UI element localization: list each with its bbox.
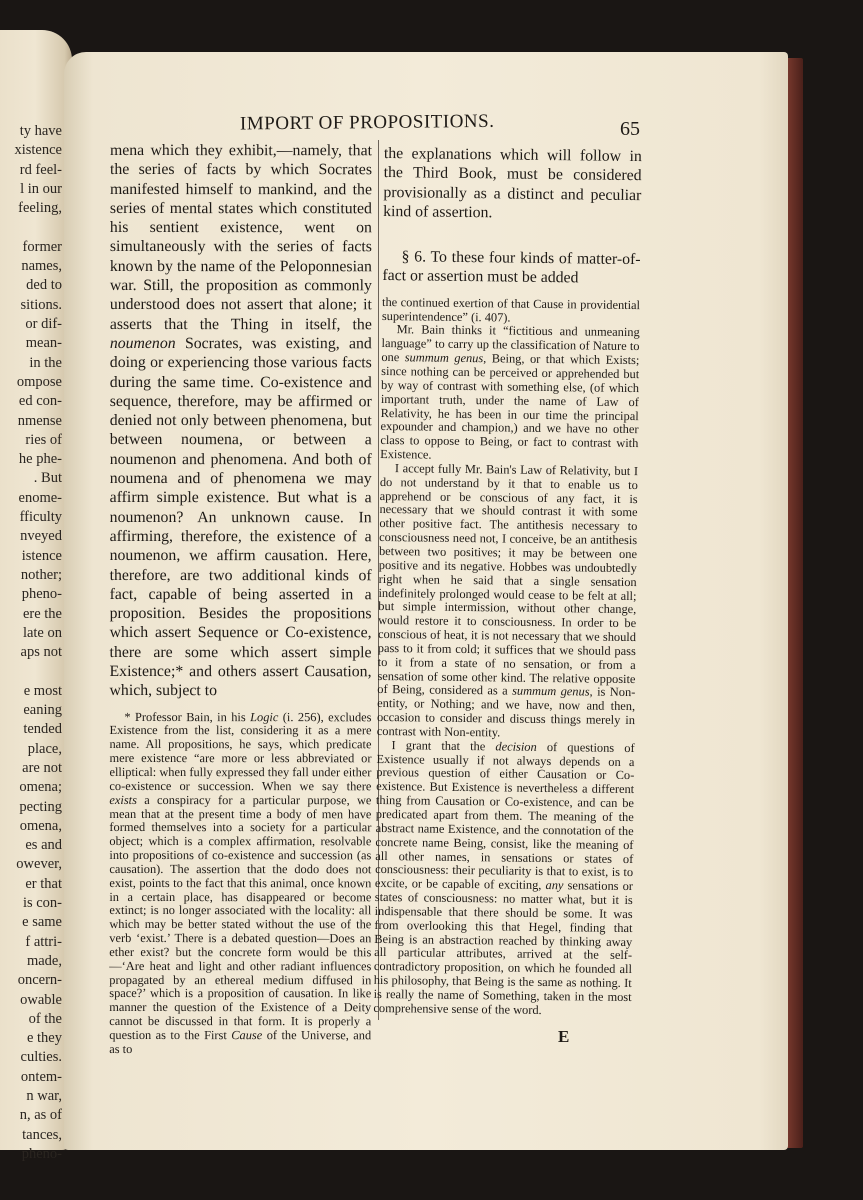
- left-page-fragment: nmense: [17, 412, 62, 429]
- left-page-fragment: made,: [26, 952, 62, 969]
- left-page-fragment: ries of: [25, 431, 62, 448]
- left-page-fragment: enome-: [18, 489, 62, 506]
- left-page-fragment: late on: [22, 624, 62, 641]
- footnote-continued: the continued exertion of that Cause in providential superintendence” (i. 407).: [381, 294, 641, 325]
- left-page-fragment: or dif-: [25, 316, 62, 332]
- left-page-fragment: pheno-: [21, 586, 62, 603]
- left-page-fragment: mean-: [25, 335, 62, 352]
- left-page-fragment: l in our: [20, 180, 62, 197]
- left-page-fragment: omena;: [19, 779, 62, 796]
- left-page-fragment: sitions.: [20, 296, 62, 313]
- left-page-fragment: tances,: [22, 1126, 62, 1143]
- footnote: * Professor Bain, in his Logic (i. 256), excludes Existence from the list, considering it as a mere name. All propositions, he says, which predicate mere existence “are more or less abbreviated or elliptical: when fully expressed they fall under either co-existence or succession. When we say there exists a conspiracy for a particular purpose, we mean that at the present time a body of men have formed themselves into a society for a particular object; which is a complex affirmation, resolvable into propositions of co-existence and succession (as causation). The assertion that the dodo does not exist, points to the fact that this animal, once known in a certain place, has disappeared or become extinct; is no longer associated with the locality: all which may be better stated without the use of the verb ‘exist.’ There is a debated question—Does an ether exist? but the concrete form would be this—‘Are heat and light and other radiant influences propagated by an ethereal medium diffused in space?’ which is a proposition of causation. In like manner the question of the Existence of a Deity cannot be discussed in that form. It is properly a question as to the First Cause of the Universe, and as to: [109, 709, 372, 1056]
- left-page-fragment: of the: [28, 1010, 62, 1027]
- footnote-existence: I grant that the decision of questions of Existence usually if not always depends on a previous question of either Causation or Co-existence. But Existence is nevertheless a different thing from Causation or Co-existence, and can be predicated apart from them. The meaning of the abstract name Existence, and the connotation of the concrete name Being, consist, like the meaning of all other names, in sensations or states of consciousness: their peculiarity is that to exist, is to excite, or be capable of exciting, any sensations or states of consciousness: no matter what, but it is indispensable that there should be some. It was from overlooking this that Hegel, finding that Being is an abstraction reached by thinking away all particular attributes, arrived at the self-contradictory proposition, on which he founded all his philosophy, that Being is the same as nothing. It is really the name of Something, taken in the most comprehensive sense of the word.: [373, 737, 635, 1017]
- left-page-fragment: he phe-: [18, 451, 62, 468]
- left-page-fragment: e most: [23, 682, 62, 699]
- running-head: IMPORT OF PROPOSITIONS.: [239, 110, 495, 135]
- left-main-text: mena which they exhibit,—namely, that the series of facts by which Socrates manifested himself to mankind, and the series of mental states which constituted his sentient existence, went on simultaneously with the series of facts known by the name of the Peloponnesian war. Still, the proposition as commonly understood does not assert that alone; it asserts that the Thing in itself, the noumenon Socrates, was existing, and doing or experiencing those various facts during the same time. Co-existence and sequence, therefore, may be affirmed or denied not only between phenomena, but between noumena, or between a noumenon and phenomena. And both of noumena and of phenomena we may affirm simple existence. But what is a noumenon? An unknown cause. In affirming, therefore, the existence of a noumenon, we affirm causation. Here, therefore, are two additional kinds of fact, capable of being asserted in a proposition. Besides the propositions which assert Sequence or Co-existence, there are some which assert simple Existence;* and others assert Causation, which, subject to: [109, 142, 372, 700]
- signature-mark: E: [558, 1027, 570, 1046]
- section-6: § 6. To these four kinds of matter-of-fact or assertion must be added: [382, 248, 641, 287]
- left-page-fragment: culties.: [20, 1049, 62, 1066]
- left-page-fragment: es and: [25, 837, 62, 854]
- left-page-fragment: ty have: [19, 123, 62, 139]
- left-page-fragment: owable: [20, 991, 62, 1008]
- left-page-fragment: in the: [29, 354, 62, 371]
- left-page-fragment: ompose: [16, 373, 62, 390]
- left-page-edge: [0, 30, 72, 1162]
- left-page-fragment: aps not: [20, 644, 62, 661]
- left-page-fragment: n war,: [26, 1088, 62, 1104]
- left-page-fragment: n, as of: [19, 1107, 62, 1124]
- page-number: 65: [620, 118, 640, 140]
- left-page-fragment: nother;: [20, 566, 62, 583]
- left-page-fragment: place,: [27, 740, 62, 757]
- footnote-bain: Mr. Bain thinks it “fictitious and unmeaning language” to carry up the classification of Nature to one summum genus, Being, or that which Exists; since nothing can be perceived or apprehended but by way of contrast with something else, (of which important truth, under the name of Law of Relativity, he has been in our time the principal expounder and champion,) and we have no other class to oppose to Being, or fact to contrast with Existence.: [380, 322, 640, 462]
- left-page-fragment: pecting: [19, 798, 62, 815]
- left-page-fragment: feeling,: [18, 200, 62, 217]
- left-page-fragment: ed con-: [18, 393, 62, 410]
- left-page-fragment: names,: [21, 258, 62, 275]
- left-page-fragment: eaning: [23, 702, 62, 718]
- left-page-fragment: ontem-: [20, 1068, 62, 1085]
- left-page-fragment: f attri-: [25, 933, 62, 950]
- left-page-fragment: pheno-: [21, 1145, 62, 1162]
- right-para-1: the explanations which will follow in the Third Book, must be considered provisionally as a distinct and peculiar kind of assertion.: [383, 144, 642, 222]
- left-page-fragment: ded to: [26, 277, 62, 294]
- right-column: [373, 144, 642, 1019]
- left-page-fragment: istence: [21, 547, 62, 564]
- left-page-fragment: is con-: [22, 895, 62, 911]
- left-page-fragment: e same: [22, 914, 62, 931]
- left-page-fragment: . But: [33, 470, 62, 487]
- left-page-fragment: xistence: [14, 142, 62, 159]
- left-column: [109, 141, 372, 1057]
- left-page-fragment: oncern-: [17, 972, 62, 989]
- left-page-fragment: omena,: [19, 817, 62, 834]
- left-page-fragment: er that: [25, 875, 62, 892]
- left-page-fragment: e they: [26, 1030, 62, 1047]
- left-page-fragment: owever,: [16, 856, 62, 873]
- left-page-fragment: are not: [22, 759, 62, 776]
- left-page-fragment: tended: [23, 721, 62, 738]
- left-page-fragment: rd feel-: [19, 161, 62, 178]
- left-page-fragment: fficulty: [19, 509, 62, 525]
- left-page-fragment: nveyed: [20, 528, 62, 545]
- footnote-relativity: I accept fully Mr. Bain's Law of Relativity, but I do not understand by it that to enable us to apprehend or be conscious of any fact, it is necessary that we should contrast it with some other positive fact. The antithesis necessary to consciousness need not, I conceive, be an antithesis between two positives; it may be between one positive and its negative. Hobbes was undoubtedly right when he said that a single sensation indefinitely prolonged would cease to be felt at all; but simple intermission, without other change, would restore it to consciousness. In order to be conscious of heat, it is not necessary that we should pass to it from cold; it suffices that we should pass to it from a state of no sensation, or from a sensation of some other kind. The relative opposite of Being, considered as a summum genus, is Non-entity, or Nothing; and we have, now and then, occasion to consider and discuss things merely in contrast with Non-entity.: [376, 461, 639, 740]
- left-page-fragment: former: [22, 238, 62, 255]
- left-page-fragment: ere the: [22, 605, 62, 622]
